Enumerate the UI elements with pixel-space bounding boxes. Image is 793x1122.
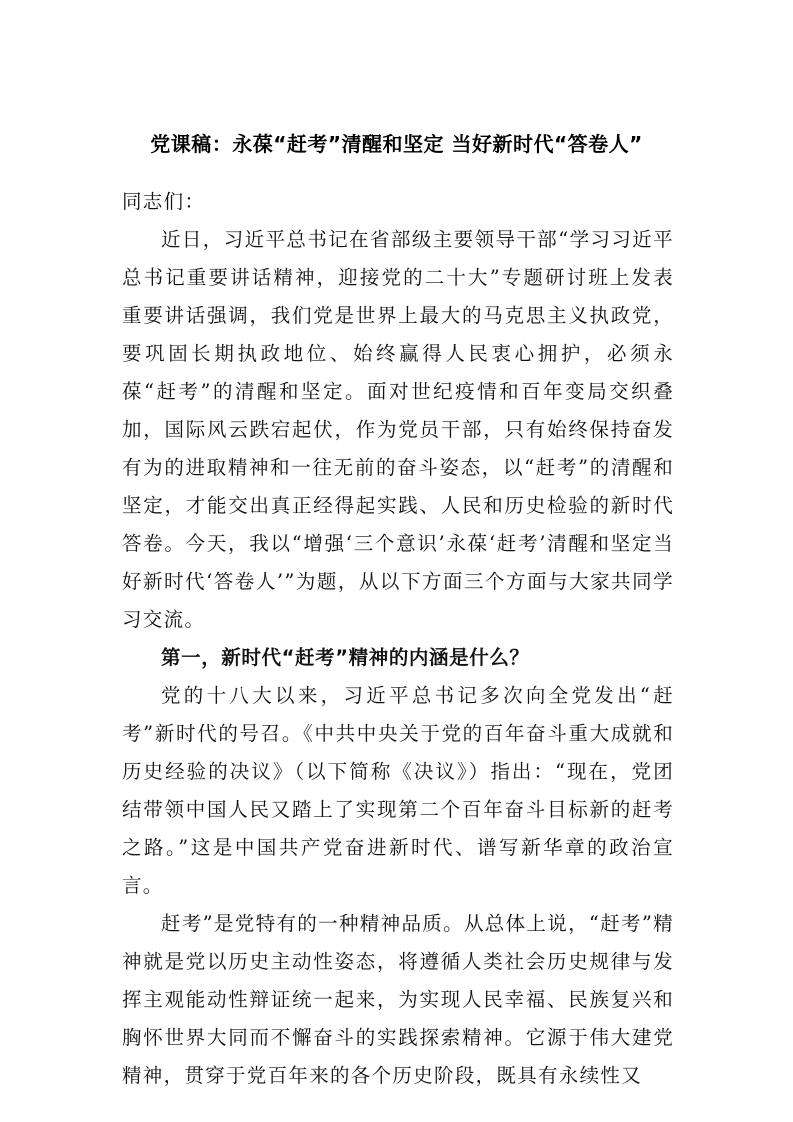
- greeting: 同志们：: [122, 190, 206, 213]
- document-title: 党课稿：永葆“赶考”清醒和坚定 当好新时代“答卷人”: [150, 132, 643, 156]
- paragraph-2: 党的十八大以来，习近平总书记多次向全党发出“赶考”新时代的号召。《中共中央关于党的百年奋斗重大成就和历史经验的决议》（以下简称《决议》）指出：“现在，党团结带领中国人民又踏上了实现第二个百年奋斗目标新的赶考之路。”这是中国共产党奋进新时代、谱写新华章的政治宣言。: [122, 684, 674, 897]
- paragraph-intro: 近日，习近平总书记在省部级主要领导干部“学习习近平总书记重要讲话精神，迎接党的二十大”专题研讨班上发表重要讲话强调，我们党是世界上最大的马克思主义执政党，要巩固长期执政地位、始终赢得人民衷心拥护，必须永葆“赶考”的清醒和坚定。面对世纪疫情和百年变局交织叠加，国际风云跌宕起伏，作为党员干部，只有始终保持奋发有为的进取精神和一往无前的奋斗姿态，以“赶考”的清醒和坚定，才能交出真正经得起实践、人民和历史检验的新时代答卷。今天，我以“增强‘三个意识’永葆‘赶考’清醒和坚定当好新时代‘答卷人’”为题，从以下方面三个方面与大家共同学习交流。: [122, 228, 674, 631]
- section-heading-1: 第一，新时代“赶考”精神的内涵是什么？: [161, 646, 530, 669]
- document-body: [122, 183, 674, 1095]
- paragraph-3: 赶考”是党特有的一种精神品质。从总体上说，“赶考”精神就是党以历史主动性姿态，将遵循人类社会历史规律与发挥主观能动性辩证统一起来，为实现人民幸福、民族复兴和胸怀世界大同而不懈奋斗的实践探索精神。它源于伟大建党精神，贯穿于党百年来的各个历史阶段，既具有永续性又: [122, 912, 674, 1087]
